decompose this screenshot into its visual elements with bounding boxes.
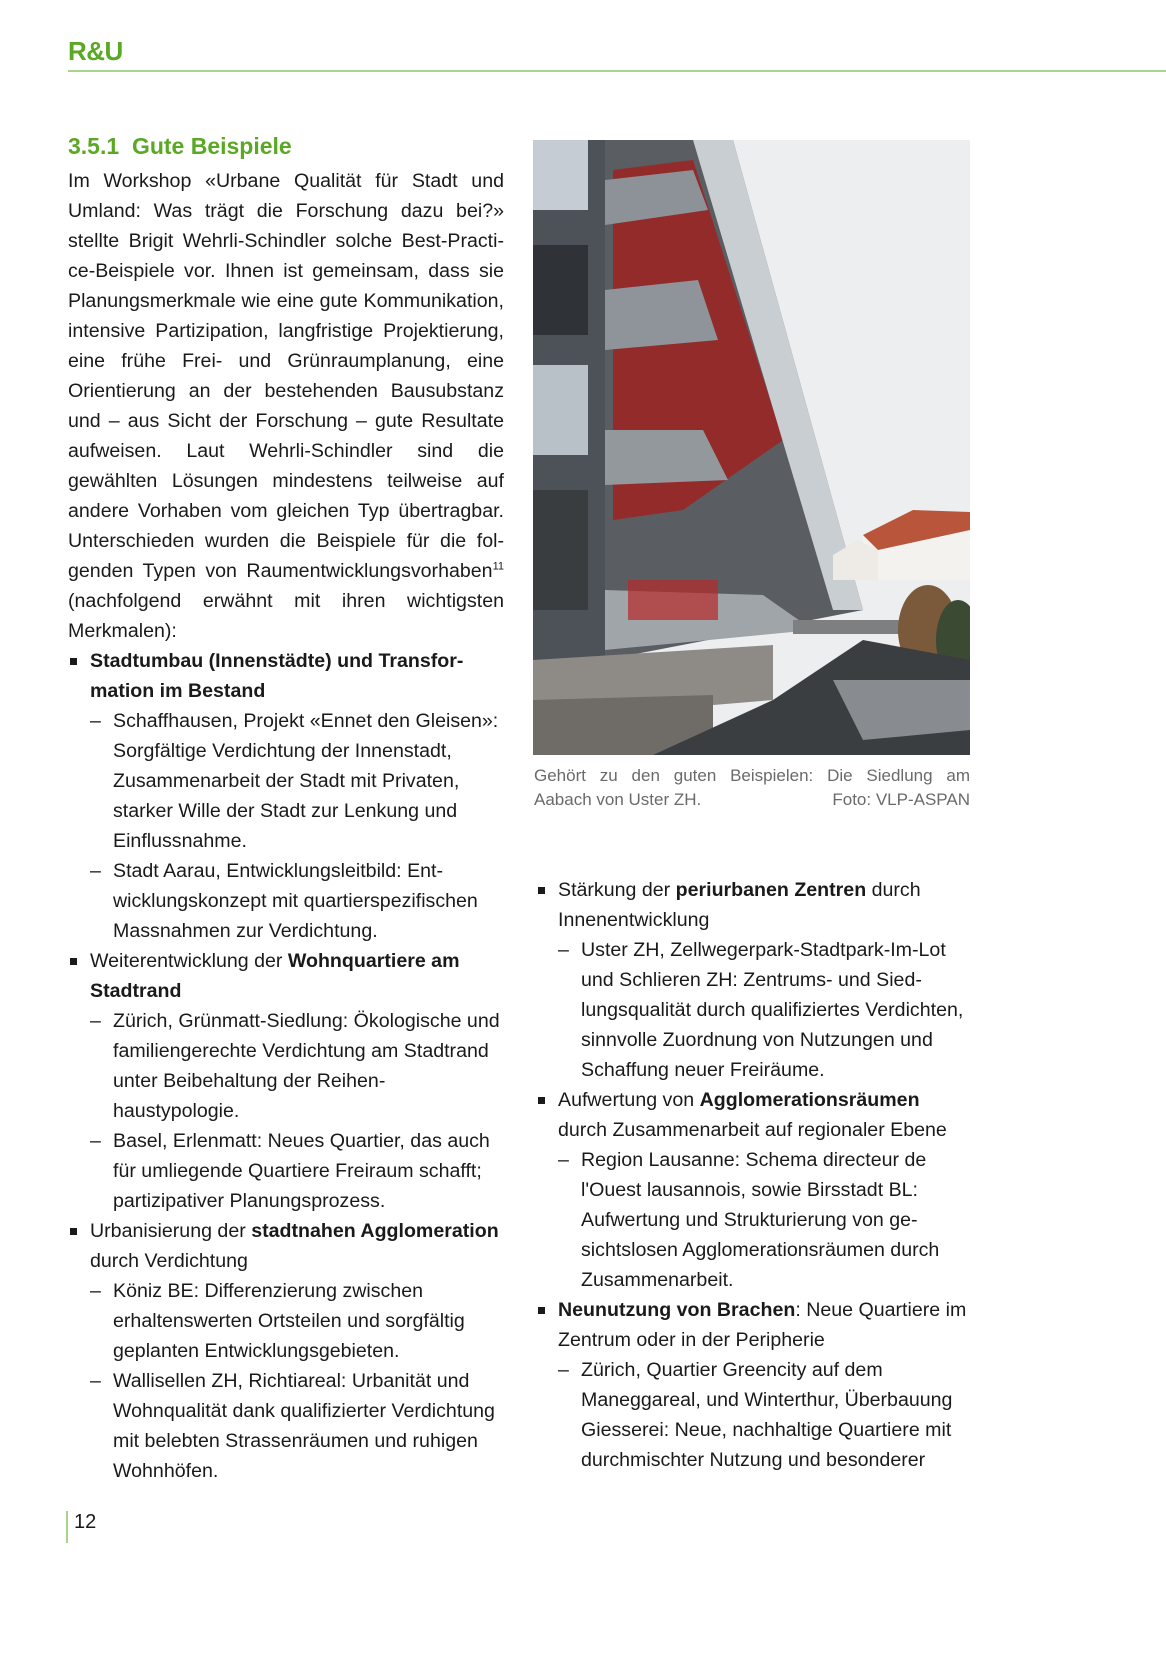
item-text-post: : Neue Quartiere im Zentrum oder in der Peripherie: [558, 1299, 967, 1351]
photo-credit: Foto: VLP-ASPAN: [832, 790, 970, 809]
item-text-post: durch Zusammenarbeit auf regionaler Ebene: [558, 1119, 947, 1141]
running-header-label: R&U: [68, 36, 123, 66]
example-text: Zürich, Grünmatt-Siedlung: Ökologische und familiengerechte Verdichtung am Stadtrand unter Beibehaltung der Reihenhaustypologie.: [113, 1010, 500, 1122]
example-item: [558, 935, 972, 1085]
example-text: Wallisellen ZH, Richtiareal: Urbanität und Wohnqualität dank qualifizierter Verdichtung mit belebten Strassenräumen und ruhigen Wohnhöfen.: [113, 1370, 495, 1482]
example-item: [558, 1145, 972, 1295]
building-canal-photo-icon: [533, 140, 970, 755]
square-bullet-icon: [70, 958, 77, 965]
example-text: Basel, Erlenmatt: Neues Quartier, das auch für umliegende Quartiere Freiraum schafft; partizipativer Planungsprozess.: [113, 1130, 490, 1212]
square-bullet-icon: [538, 1307, 545, 1314]
project-type-item: [68, 1216, 504, 1486]
dash-bullet-icon: –: [558, 1149, 569, 1171]
square-bullet-icon: [70, 658, 77, 665]
example-list: [558, 1145, 972, 1295]
example-text: Uster ZH, Zellwegerpark-Stadtpark-Im-Lot und Schlieren ZH: Zentrums- und Siedlungsqualität durch qualifiziertes Verdichten, sinnvolle Zuordnung von Nutzungen und Schaffung neuer Freiräume.: [581, 939, 964, 1081]
example-item: [90, 706, 504, 856]
item-text-pre: Stärkung der: [558, 879, 676, 901]
right-column: [536, 875, 972, 1475]
example-item: [90, 856, 504, 946]
example-text: Schaffhausen, Projekt «Ennet den Gleisen»: Sorgfältige Verdichtung der Innenstadt, Zusammenarbeit der Stadt mit Privaten, starker Wille der Stadt zur Lenkung und Einflussnahme.: [113, 710, 499, 852]
dash-bullet-icon: –: [90, 1130, 101, 1152]
example-list: [90, 706, 504, 946]
item-text-bold: periurbanen Zentren: [675, 879, 867, 901]
page-number: 12: [66, 1511, 96, 1543]
project-type-item: [536, 1085, 972, 1295]
project-type-item: [536, 875, 972, 1085]
example-item: [90, 1366, 504, 1486]
example-text: Region Lausanne: Schema directeur de l'Ouest lausannois, sowie Birsstadt BL: Aufwertung und Strukturierung von gesichtslosen Agglomerationsräumen durch Zusammenarbeit.: [581, 1149, 940, 1291]
example-list: [90, 1006, 504, 1216]
item-text-pre: Urbanisierung der: [90, 1220, 252, 1242]
dash-bullet-icon: –: [558, 939, 569, 961]
caption-text: Aabach von Uster ZH.: [534, 790, 702, 809]
item-text-bold: Wohnquartiere am Stadtrand: [90, 950, 460, 1002]
header-divider: [68, 70, 1166, 72]
dash-bullet-icon: –: [90, 860, 101, 882]
project-type-item: [68, 946, 504, 1216]
example-text: Köniz BE: Differenzierung zwischen erhaltenswerten Ortsteilen und sorgfältig geplanten Entwicklungsgebieten.: [113, 1280, 465, 1362]
figure-photo: [533, 140, 970, 755]
item-text-pre: Weiterentwicklung der: [90, 950, 288, 972]
section-title: Gute Beispiele: [131, 133, 292, 159]
example-item: [90, 1126, 504, 1216]
project-type-list-left: [68, 646, 504, 1486]
dash-bullet-icon: –: [90, 1280, 101, 1302]
project-type-list-right: [536, 875, 972, 1475]
footnote-reference[interactable]: 11: [492, 560, 504, 573]
square-bullet-icon: [70, 1228, 77, 1235]
dash-bullet-icon: –: [90, 1370, 101, 1392]
example-item: [90, 1006, 504, 1126]
example-list: [558, 935, 972, 1085]
example-list: [558, 1355, 972, 1475]
item-text-post: durch Innenentwicklung: [558, 879, 921, 931]
item-text-post: durch Verdichtung: [90, 1250, 248, 1272]
project-type-item: [68, 646, 504, 946]
item-text-bold: Stadtumbau (Innenstädte) und Transformation im Bestand: [90, 650, 464, 702]
intro-text: Im Workshop «Urbane Qualität für Stadt und Umland: Was trägt die Forschung dazu bei?» stellte Brigit Wehrli-Schindler solche Best-Practice-Beispiele vor. Ihnen ist gemeinsam, dass sie Planungsmerkmale wie eine gute Kommunikation, intensive Partizipation, langfristige Projektierung, eine frühe Frei- und Grünraumplanung, eine Orientierung an der bestehenden Bausubstanz und – aus Sicht der Forschung – gute Resultate aufweisen. Laut Wehrli-Schindler sind die gewählten Lösungen mindestens teilweise auf andere Vorhaben vom gleichen Typ übertragbar. Unterschieden wurden die Beispiele für die folgenden Typen von Raumentwicklungsvorhaben: [68, 170, 504, 582]
item-text-bold: Agglomerationsräumen: [699, 1089, 920, 1111]
dash-bullet-icon: –: [90, 1010, 101, 1032]
example-text: Stadt Aarau, Entwicklungsleitbild: Entwicklungskonzept mit quartierspezifischen Massnahmen zur Verdichtung.: [113, 860, 478, 942]
left-column: [68, 130, 504, 1486]
item-text-bold: stadtnahen Agglomeration: [251, 1220, 499, 1242]
section-heading: [68, 130, 504, 162]
intro-paragraph: [68, 166, 504, 646]
item-text-bold: Neunutzung von Brachen: [558, 1299, 796, 1321]
dash-bullet-icon: –: [558, 1359, 569, 1381]
intro-tail: (nachfolgend erwähnt mit ihren wichtigsten Merkmalen):: [68, 590, 504, 642]
example-list: [90, 1276, 504, 1486]
caption-line-1: Gehört zu den guten Beispielen: Die Siedlung am: [534, 766, 970, 785]
project-type-item: [536, 1295, 972, 1475]
section-number: 3.5.1: [68, 133, 120, 159]
square-bullet-icon: [538, 887, 545, 894]
example-item: [558, 1355, 972, 1475]
example-text: Zürich, Quartier Greencity auf dem Maneggareal, und Winterthur, Überbauung Giesserei: Neue, nachhaltige Quartiere mit durchmischter Nutzung und besonderer: [581, 1359, 953, 1471]
figure-caption: [534, 764, 970, 812]
dash-bullet-icon: –: [90, 710, 101, 732]
caption-line-2: [534, 788, 970, 812]
example-item: [90, 1276, 504, 1366]
square-bullet-icon: [538, 1097, 545, 1104]
item-text-pre: Aufwertung von: [558, 1089, 700, 1111]
